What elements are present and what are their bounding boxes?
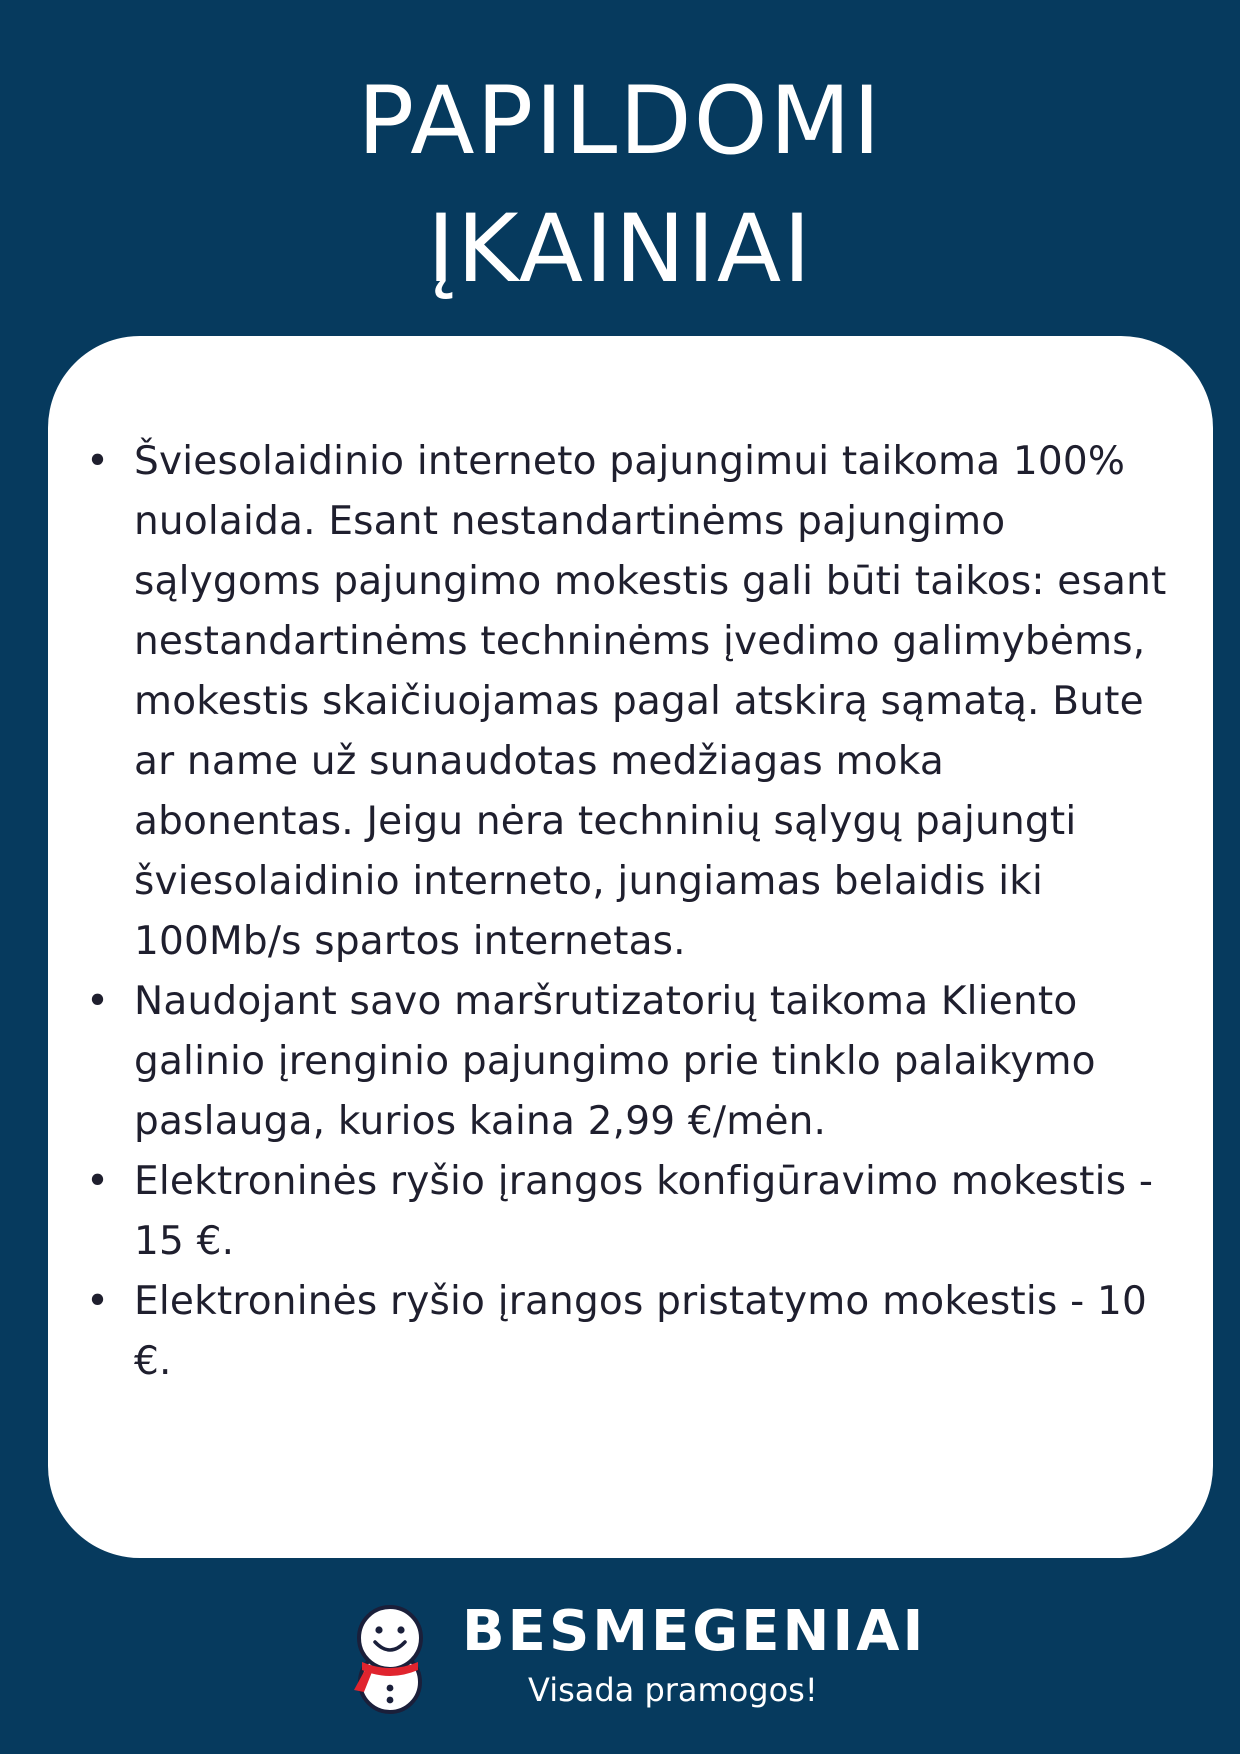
pricing-list [48,432,1173,1392]
list-item-text: Elektroninės ryšio įrangos konfigūravimo mokestis - 15 €. [134,1159,1154,1264]
bullet-icon: • [86,1159,110,1204]
brand-footer [0,1590,1240,1720]
page-title [0,58,1240,314]
brand-tagline: Visada pramogos! [528,1671,818,1709]
list-item [48,1272,1173,1392]
bullet-icon: • [86,1279,110,1324]
list-item-text: Naudojant savo maršrutizatorių taikoma Kliento galinio įrenginio pajungimo prie tinklo palaikymo paslauga, kurios kaina 2,99 €/mėn. [134,979,1096,1144]
page-title-line-1: PAPILDOMI [357,67,883,176]
list-item [48,432,1173,972]
brand-name: BESMEGENIAI [462,1599,927,1664]
page-title-line-2: ĮKAINIAI [427,195,813,304]
bullet-icon: • [86,439,110,484]
list-item [48,1152,1173,1272]
list-item-text: Elektroninės ryšio įrangos pristatymo mokestis - 10 €. [134,1279,1147,1384]
bullet-icon: • [86,979,110,1024]
pricing-card [48,336,1213,1558]
list-item [48,972,1173,1152]
list-item-text: Šviesolaidinio interneto pajungimui taikoma 100% nuolaida. Esant nestandartinėms pajungimo sąlygoms pajungimo mokestis gali būti taikos: esant nestandartinėms techninėms įvedimo galimybėms, mokestis skaičiuojamas pagal atskirą sąmatą. Bute ar name už sunaudotas medžiagas moka abonentas. Jeigu nėra techninių sąlygų pajungti šviesolaidinio interneto, jungiamas belaidis iki 100Mb/s spartos internetas. [134,439,1167,964]
snowman-icon [344,1598,436,1714]
